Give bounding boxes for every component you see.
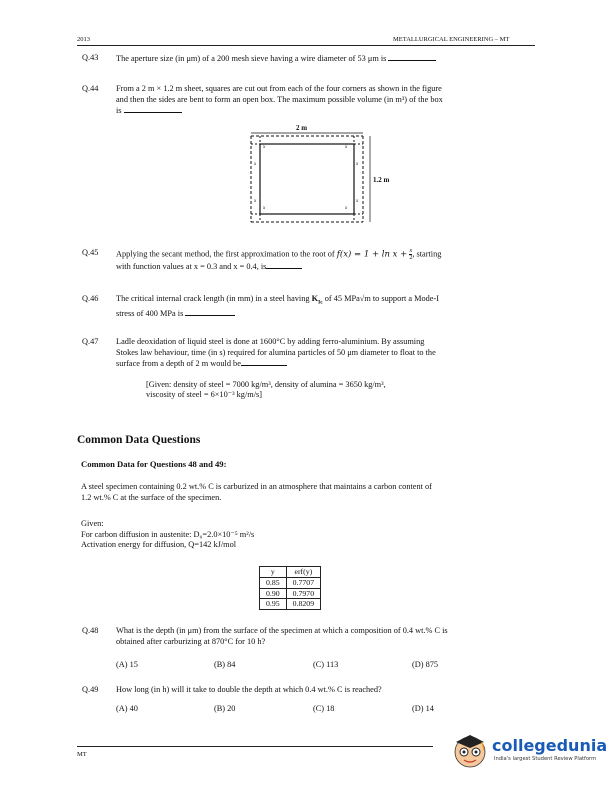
- table-row: [260, 599, 321, 610]
- footer-rule: [77, 746, 433, 747]
- question-text: Applying the secant method, the first approximation to the root of: [116, 249, 335, 259]
- fraction-denominator: 2: [409, 255, 413, 261]
- answer-blank: [241, 358, 287, 366]
- corner-label: x: [263, 206, 266, 211]
- height-label: 1.2 m: [373, 176, 390, 184]
- question-line: Ladle deoxidation of liquid steel is done at 1600°C by adding ferro-aluminium. By assuming: [116, 337, 425, 346]
- option-d: (D) 875: [412, 660, 439, 669]
- question-47: [82, 337, 542, 409]
- question-45: [82, 248, 542, 272]
- option-b: (B) 84: [214, 660, 236, 669]
- question-text: The aperture size (in μm) of a 200 mesh sieve having a wire diameter of 53 μm is: [116, 54, 387, 63]
- brand-name: collegedunia: [492, 736, 608, 755]
- question-text: of 45 MPa√m to support a Mode-I: [324, 294, 439, 303]
- given-data: [Given: density of steel = 7000 kg/m³, density of alumina = 3650 kg/m³,: [146, 379, 386, 389]
- kic-symbol: $K_{Ic}$: [311, 294, 323, 306]
- table-cell: 0.90: [260, 588, 287, 599]
- table-header-row: [260, 567, 321, 578]
- option-c: (C) 18: [313, 704, 335, 713]
- sheet-diagram: [240, 124, 390, 234]
- option-b: (B) 20: [214, 704, 236, 713]
- section-subtitle: Common Data for Questions 48 and 49:: [81, 459, 227, 469]
- table-cell: 0.7970: [286, 588, 320, 599]
- question-text: How long (in h) will it take to double the depth at which 0.4 wt.% C is reached?: [116, 685, 382, 694]
- sheet-figure: [240, 124, 390, 234]
- question-number: Q.45: [82, 248, 99, 257]
- corner-label: x: [356, 162, 359, 167]
- question-line: stress of 400 MPa is: [116, 309, 184, 319]
- fraction-numerator: x: [409, 248, 413, 254]
- corner-label: x: [356, 199, 359, 204]
- header-rule: [77, 45, 535, 46]
- header-year: 2013: [77, 36, 90, 43]
- corner-label: x: [345, 145, 348, 150]
- question-number: Q.43: [82, 53, 99, 62]
- question-line: Stokes law behaviour, time (in s) required for alumina particles of 50 μm diameter to float to the: [116, 347, 436, 357]
- question-line: obtained after carburizing at 870°C for 10 h?: [116, 636, 266, 646]
- question-text: The critical internal crack length (in mm) in a steel having: [116, 294, 310, 303]
- table-cell: 0.8209: [286, 599, 320, 610]
- answer-blank: [266, 261, 302, 269]
- option-c: (C) 113: [313, 660, 339, 669]
- common-data-paragraph: A steel specimen containing 0.2 wt.% C is carburized in an atmosphere that maintains a carbon content of 1.2 wt.% C at the surface of the specimen.: [81, 482, 432, 502]
- erf-table: [259, 566, 321, 610]
- section-title: Common Data Questions: [77, 434, 201, 446]
- corner-label: x: [263, 145, 266, 150]
- footer-code: MT: [77, 751, 87, 758]
- question-46: [82, 294, 542, 318]
- table-cell: 0.95: [260, 599, 287, 610]
- question-number: Q.47: [82, 337, 99, 346]
- question-number: Q.49: [82, 685, 99, 694]
- corner-label: x: [345, 206, 348, 211]
- answer-blank: [388, 53, 436, 61]
- question-43: [82, 53, 542, 65]
- answer-blank: [124, 105, 182, 113]
- table-header: erf(y): [286, 567, 320, 578]
- question-number: Q.46: [82, 294, 99, 303]
- brand-tagline: India's largest Student Review Platform: [494, 756, 597, 762]
- question-line: is: [116, 106, 122, 115]
- table-cell: 0.7707: [286, 577, 320, 588]
- option-a: (A) 15: [116, 660, 138, 669]
- given-block: Given: For carbon diffusion in austenite: D₀=2.0×10⁻⁵ m²/s Activation energy for diffusion, Q=142 kJ/mol: [81, 519, 255, 549]
- table-row: [260, 588, 321, 599]
- question-text: , starting: [412, 249, 442, 259]
- question-49: [82, 685, 542, 697]
- header-subject: METALLURGICAL ENGINEERING – MT: [393, 36, 510, 43]
- table-header: y: [260, 567, 287, 578]
- question-44: [82, 84, 542, 118]
- width-label: 2 m: [296, 124, 308, 132]
- given-data: viscosity of steel = 6×10⁻³ kg/m/s]: [146, 390, 263, 399]
- mascot-icon: [450, 730, 490, 770]
- answer-blank: [185, 308, 235, 316]
- question-48: [82, 626, 542, 650]
- question-line: What is the depth (in μm) from the surface of the specimen at which a composition of 0.4 wt.% C is: [116, 626, 448, 635]
- formula: f(x) = 1 + ln x +: [336, 249, 408, 260]
- table-row: [260, 577, 321, 588]
- corner-label: x: [254, 162, 257, 167]
- question-line: surface from a depth of 2 m would be: [116, 359, 241, 368]
- question-number: Q.44: [82, 84, 99, 93]
- question-number: Q.48: [82, 626, 99, 635]
- option-a: (A) 40: [116, 704, 138, 713]
- table-cell: 0.85: [260, 577, 287, 588]
- question-line: From a 2 m × 1.2 m sheet, squares are cut out from each of the four corners as shown in the figure: [116, 84, 442, 93]
- corner-label: x: [254, 199, 257, 204]
- collegedunia-logo: [450, 728, 608, 772]
- question-line: and then the sides are bent to form an open box. The maximum possible volume (in m³) of the box: [116, 94, 443, 104]
- question-line: with function values at x = 0.3 and x = 0.4, is: [116, 262, 267, 271]
- option-d: (D) 14: [412, 704, 434, 713]
